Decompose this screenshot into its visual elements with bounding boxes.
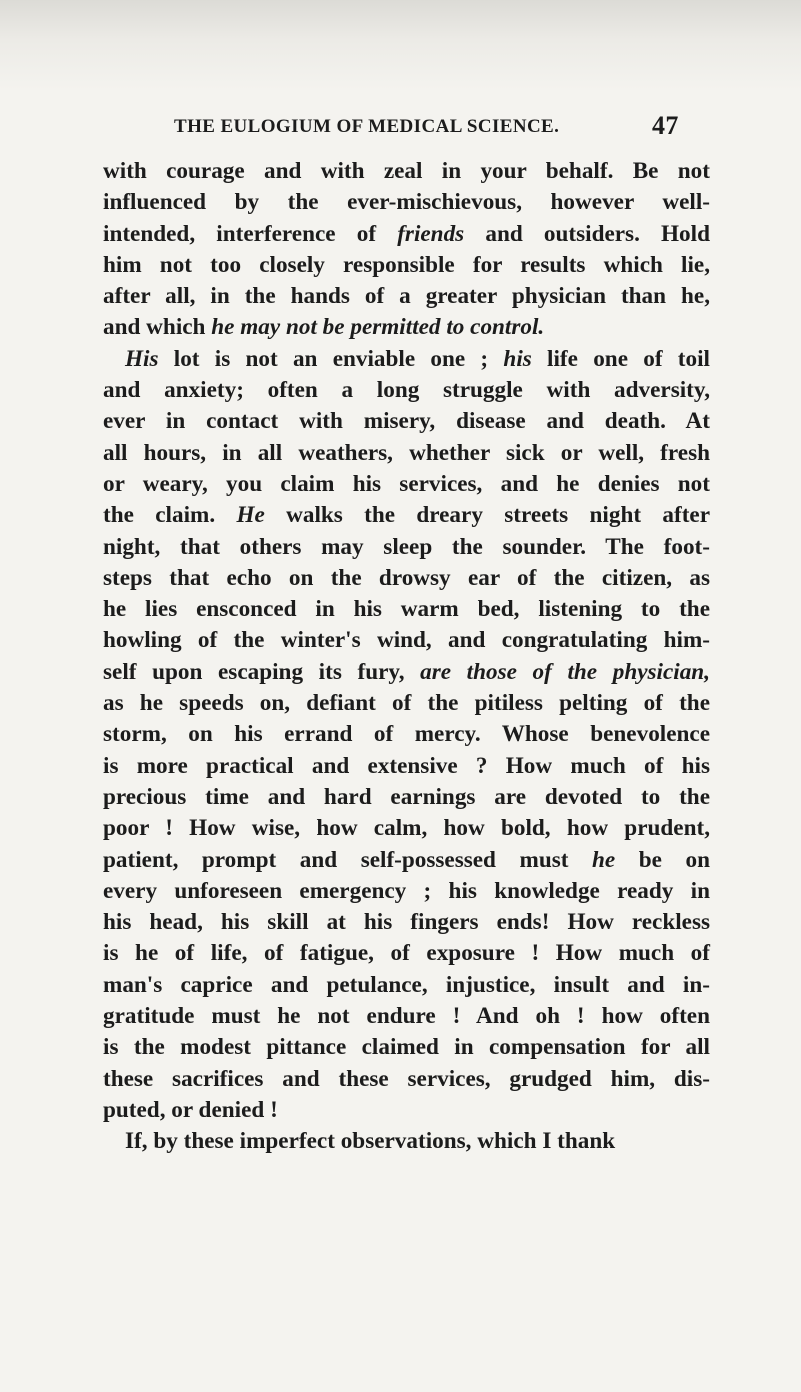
- text-line: [103, 532, 710, 563]
- text-run: influenced by the ever-mischievous, however well-: [103, 189, 710, 216]
- text-line: [103, 845, 710, 876]
- text-run: his head, his skill at his fingers ends! How reckless: [103, 909, 710, 936]
- text-run: is more practical and extensive ? How much of his: [103, 752, 710, 779]
- text-run: and anxiety; often a long struggle with adversity,: [103, 377, 710, 404]
- text-run: or weary, you claim his services, and he denies not: [103, 470, 710, 497]
- text-run: lot is not an enviable one ;: [158, 345, 504, 372]
- text-line: [103, 281, 710, 312]
- text-run: self upon escaping its fury,: [103, 658, 421, 685]
- text-line: [103, 156, 710, 187]
- text-run: storm, on his errand of mercy. Whose benevolence: [103, 721, 710, 748]
- text-run: every unforeseen emergency ; his knowledge ready in: [103, 877, 710, 904]
- text-run: is he of life, of fatigue, of exposure ! How much of: [103, 940, 710, 967]
- italic-text: His: [125, 345, 159, 372]
- text-run: steps that echo on the drowsy ear of the citizen, as: [103, 564, 710, 591]
- text-line: [103, 970, 710, 1001]
- text-line: [103, 657, 710, 688]
- text-line: [103, 625, 710, 656]
- text-line: [103, 1001, 710, 1032]
- text-run: be on: [615, 846, 710, 873]
- text-run: and which: [103, 314, 212, 341]
- page-number: 47: [652, 111, 679, 140]
- text-run: intended, interference of: [103, 220, 398, 247]
- italic-text: He: [236, 502, 265, 529]
- text-run: If, by these imperfect observations, which I thank: [125, 1128, 616, 1155]
- text-line: [103, 563, 710, 594]
- text-line: [103, 751, 710, 782]
- text-run: all hours, in all weathers, whether sick or well, fresh: [103, 439, 710, 466]
- text-run: and outsiders. Hold: [464, 220, 710, 247]
- text-line: [103, 1095, 710, 1126]
- text-line: [103, 219, 710, 250]
- italic-text: he may not be permitted to control.: [211, 314, 545, 341]
- running-header: [174, 111, 714, 140]
- text-line: [103, 876, 710, 907]
- text-run: precious time and hard earnings are devoted to the: [103, 783, 710, 810]
- italic-text: he: [592, 846, 616, 873]
- text-line: [103, 688, 710, 719]
- text-run: walks the dreary streets night after: [264, 502, 711, 529]
- text-run: as he speeds on, defiant of the pitiless pelting of the: [103, 690, 710, 717]
- text-run: these sacrifices and these services, grudged him, dis-: [103, 1065, 710, 1092]
- text-run: man's caprice and petulance, injustice, insult and in-: [103, 971, 710, 998]
- text-run: is the modest pittance claimed in compensation for all: [103, 1034, 710, 1061]
- text-run: gratitude must he not endure ! And oh ! how often: [103, 1003, 710, 1030]
- text-line: [103, 782, 710, 813]
- text-line: [103, 938, 710, 969]
- text-run: patient, prompt and self-possessed must: [103, 846, 593, 873]
- text-line: [103, 719, 710, 750]
- text-line: [103, 1126, 710, 1157]
- text-run: after all, in the hands of a greater physician than he,: [103, 283, 710, 310]
- text-run: life one of toil: [531, 345, 711, 372]
- text-line: [103, 594, 710, 625]
- text-line: [103, 250, 710, 281]
- text-line: [103, 187, 710, 218]
- text-run: ever in contact with misery, disease and death. At: [103, 408, 710, 435]
- text-run: the claim.: [103, 502, 237, 529]
- text-run: poor ! How wise, how calm, how bold, how prudent,: [103, 815, 710, 842]
- text-line: [103, 375, 710, 406]
- text-run: with courage and with zeal in your behalf. Be not: [103, 158, 710, 184]
- text-line: [103, 438, 710, 469]
- text-line: [103, 344, 710, 375]
- text-line: [103, 907, 710, 938]
- text-line: [103, 1032, 710, 1063]
- text-line: [103, 813, 710, 844]
- text-run: him not too closely responsible for results which lie,: [103, 251, 710, 278]
- text-run: he lies ensconced in his warm bed, listening to the: [103, 596, 710, 623]
- text-line: [103, 500, 710, 531]
- text-line: [103, 406, 710, 437]
- text-run: howling of the winter's wind, and congratulating him-: [103, 627, 710, 654]
- italic-text: are those of the physician,: [420, 658, 710, 685]
- running-title: THE EULOGIUM OF MEDICAL SCIENCE.: [174, 116, 560, 137]
- text-line: [103, 312, 710, 343]
- italic-text: his: [503, 345, 532, 372]
- text-run: puted, or denied !: [103, 1096, 278, 1123]
- body-text: [103, 156, 710, 1158]
- text-line: [103, 469, 710, 500]
- italic-text: friends: [397, 220, 465, 247]
- text-line: [103, 1064, 710, 1095]
- text-run: night, that others may sleep the sounder. The foot-: [103, 533, 710, 560]
